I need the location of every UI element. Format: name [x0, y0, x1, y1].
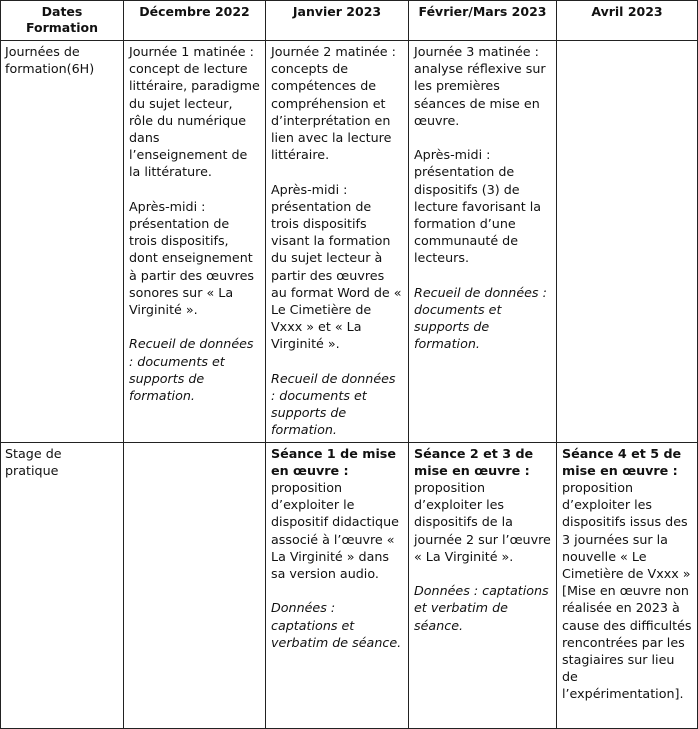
row-journees-formation [1, 41, 698, 443]
row-label-text: Journées de formation(6H) [5, 44, 95, 77]
cell-formation-fevrier-mars [409, 41, 557, 443]
stage-apr-title: Séance 4 et 5 de mise en œuvre : [562, 445, 682, 478]
stage-feb-data: Données : captations et verbatim de séance. [414, 583, 549, 633]
stage-feb-title: Séance 2 et 3 de mise en œuvre : [414, 445, 534, 478]
cell-formation-janvier [266, 41, 409, 443]
header-row [1, 1, 698, 41]
row-label-text: Stage de pratique [5, 445, 62, 478]
formation-jan-morning: Journée 2 matinée : concepts de compétences de compréhension et d’interprétation en lien avec la lecture littéraire. [271, 44, 396, 163]
stage-jan-body: proposition d’exploiter le dispositif didactique associé à l’œuvre « La Virginité » dans sa version audio. [271, 480, 399, 582]
formation-dec-data: Recueil de données : documents et supports de formation. [129, 336, 254, 404]
cell-formation-avril [557, 41, 698, 443]
header-fevrier-mars-2023: Février/Mars 2023 [409, 1, 557, 41]
stage-feb-body: proposition d’exploiter les dispositifs de la journée 2 sur l’œuvre « La Virginité ». [414, 480, 551, 564]
formation-jan-afternoon: Après-midi : présentation de trois dispositifs visant la formation du sujet lecteur à partir des œuvres au format Word de « Le Cimetière de Vxxx » et « La Virginité ». [271, 181, 402, 352]
formation-dec-morning: Journée 1 matinée : concept de lecture littéraire, paradigme du sujet lecteur, rôle du numérique dans l’enseignement de la littérature. [129, 44, 260, 180]
cell-stage-fevrier-mars [409, 442, 557, 728]
formation-feb-afternoon: Après-midi : présentation de dispositifs (3) de lecture favorisant la formation d’une communauté de lecteurs. [414, 147, 542, 266]
cell-stage-janvier [266, 442, 409, 728]
header-dates-formation-label: Dates Formation [26, 4, 98, 35]
header-janvier-2023: Janvier 2023 [266, 1, 409, 41]
formation-dec-afternoon: Après-midi : présentation de trois dispositifs, dont enseignement à partir des œuvres sonores sur « La Virginité ». [129, 198, 254, 318]
formation-jan-data: Recueil de données : documents et supports de formation. [271, 370, 396, 438]
stage-jan-data: Données : captations et verbatim de séance. [271, 600, 402, 650]
header-decembre-2022: Décembre 2022 [124, 1, 266, 41]
header-dates-formation [1, 1, 124, 41]
row-stage-pratique [1, 442, 698, 728]
row-label-stage-pratique [1, 442, 124, 728]
stage-apr-body: proposition d’exploiter les dispositifs issus des 3 journées sur la nouvelle « Le Cimetière de Vxxx » [Mise en œuvre non réalisée en 2023 à cause des difficultés rencontrées par les stagiaires sur lieu de l’expérimentation]. [562, 480, 692, 702]
stage-jan-title: Séance 1 de mise en œuvre : [271, 445, 396, 478]
cell-stage-decembre [124, 442, 266, 728]
formation-feb-data: Recueil de données : documents et supports de formation. [414, 284, 547, 352]
formation-feb-morning: Journée 3 matinée : analyse réflexive sur les premières séances de mise en œuvre. [414, 44, 546, 128]
row-label-journees-formation [1, 41, 124, 443]
cell-formation-decembre [124, 41, 266, 443]
cell-stage-avril [557, 442, 698, 728]
header-avril-2023: Avril 2023 [557, 1, 698, 41]
